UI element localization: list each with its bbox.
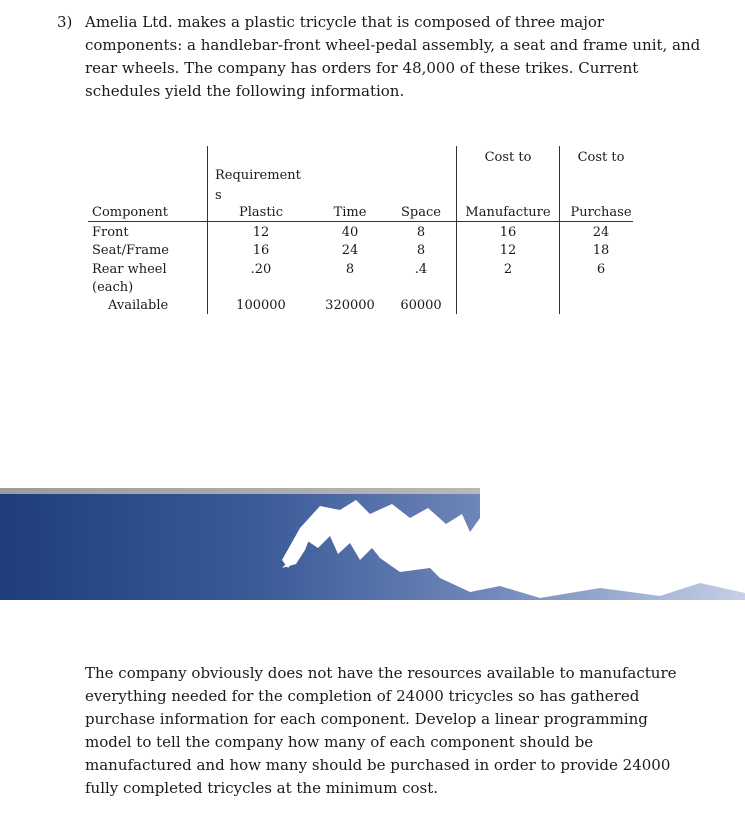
table-rule-mid: [456, 146, 457, 314]
available-plastic: 100000: [236, 298, 286, 313]
header-purchase: Purchase: [570, 205, 632, 220]
row-seat-time: 24: [341, 243, 359, 258]
table-rule-left: [207, 146, 208, 314]
row-rear-space: .4: [414, 262, 428, 277]
header-plastic: Plastic: [239, 205, 283, 220]
row-front-time: 40: [341, 225, 359, 240]
row-rear-manufacture: 2: [503, 262, 513, 277]
header-space: Space: [401, 205, 441, 220]
row-rear-plastic: .20: [250, 262, 272, 277]
cost-to-manufacture-top: Cost to: [484, 150, 532, 165]
available-space: 60000: [400, 298, 442, 313]
row-rear-time: 8: [345, 262, 355, 277]
row-seat-component: Seat/Frame: [92, 243, 169, 258]
requirements-header-line1: Requirement: [215, 168, 301, 183]
header-component: Component: [92, 205, 168, 220]
row-front-component: Front: [92, 225, 129, 240]
question-text: Amelia Ltd. makes a plastic tricycle that is composed of three major components: a handlebar-front wheel-pedal assembly, a seat and frame unit, and rear wheels. The company has orders for 48,000 of these trikes. Current schedules yield the following information.: [85, 13, 701, 100]
row-front-space: 8: [416, 225, 426, 240]
cost-to-purchase-top: Cost to: [577, 150, 625, 165]
decorative-banner: [0, 488, 745, 600]
requirements-header-line2: s: [215, 188, 222, 203]
row-front-plastic: 12: [252, 225, 270, 240]
row-front-purchase: 24: [592, 225, 610, 240]
question-number: 3): [57, 13, 73, 31]
row-rear-suffix: (each): [92, 280, 134, 295]
available-time: 320000: [325, 298, 375, 313]
row-front-manufacture: 16: [499, 225, 517, 240]
available-label: Available: [108, 298, 169, 313]
row-seat-plastic: 16: [252, 243, 270, 258]
row-rear-component: Rear wheel: [92, 262, 167, 277]
header-manufacture: Manufacture: [465, 205, 551, 220]
row-seat-manufacture: 12: [499, 243, 517, 258]
row-rear-purchase: 6: [596, 262, 606, 277]
banner-brush-mask: [0, 488, 745, 600]
table-rule-right: [559, 146, 560, 314]
header-time: Time: [333, 205, 367, 220]
instructions-paragraph: The company obviously does not have the resources available to manufacture everything needed for the completion of 24000 tricycles so has gathered purchase information for each component. Develop a linear programming model to tell the company how many of each component should be manufactured and how many should be purchased in order to provide 24000 fully completed tricycles at the minimum cost.: [85, 664, 677, 797]
row-seat-space: 8: [416, 243, 426, 258]
row-seat-purchase: 18: [592, 243, 610, 258]
